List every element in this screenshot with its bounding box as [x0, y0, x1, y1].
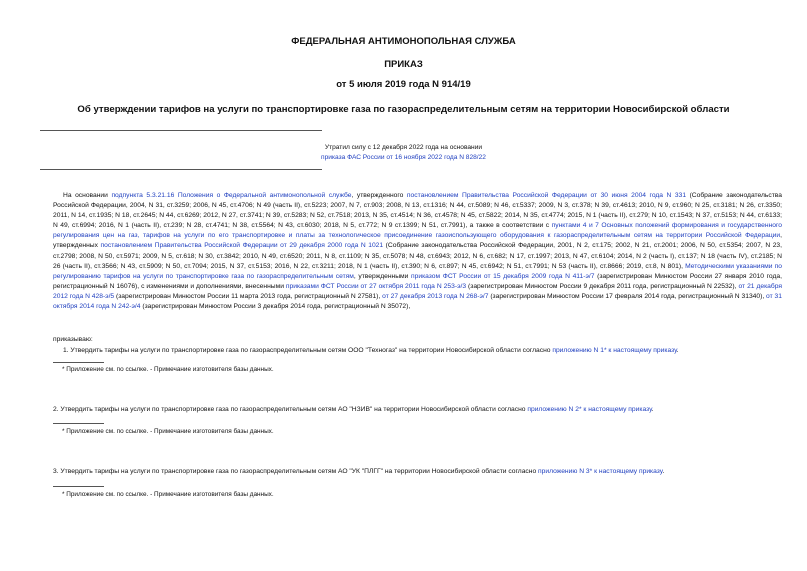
- divider-top: [40, 130, 322, 131]
- preamble-text: , утвержденными: [353, 272, 411, 280]
- footnote-2: * Приложение см. по ссылке. - Примечание изготовителя базы данных.: [62, 428, 274, 435]
- legal-reference-link[interactable]: приказом ФСТ России от 15 декабря 2009 года N 411-э/7: [411, 272, 595, 280]
- document-date-number: от 5 июля 2019 года N 914/19: [336, 79, 471, 90]
- document-title: Об утверждении тарифов на услуги по транспортировке газа по газораспределительным сетям на территории Новосибирской области: [77, 104, 730, 115]
- preamble-text: (Собрание законодательства Российской Федерации, 2004, N 31, ст.3259; 2006, N 45, ст.4706; N 49 (часть II), ст.5223; 2007, N 7, ст.903; 2008, N 13, ст.1316; N 44, ст.5089; N 46, ст.5337; 2009, N 3, ст.378; N 39, ст.4613; 2010, N 9, ст.960; N 25, ст.3181; N 26, ст.3350; 2011, N 14, ст.1935; N 18, ст.2645; N 44, ст.6269; 2012, N 27, ст.3741; N 39, ст.5283; N 52, ст.7518; 2013, N 35, ст.4514; N 36, ст.4578; N 45, ст.5822; 2014, N 35, ст.4774; 2015, N 1 (часть II), ст.279; N 10, ст.1543; N 37, ст.5153; N 44, ст.6133; N 49, ст.6994; 2016, N 1 (часть II), ст.239; N 28, ст.4741; N 38, ст.5564; N 43, ст.6030; 2018, N 5, ст.772; N 9 ст.1399; N 51, ст.7991), а также в соответствии с: [53, 192, 782, 230]
- validity-note: Утратил силу с 12 декабря 2022 года на основании: [324, 144, 483, 151]
- preamble-text: (зарегистрирован Минюстом России 11 марта 2013 года, регистрационный N 27581),: [114, 292, 383, 300]
- preamble-text: На основании: [63, 192, 112, 199]
- order-item-1: [63, 347, 679, 354]
- divider-bottom: [40, 169, 322, 170]
- agency-name: ФЕДЕРАЛЬНАЯ АНТИМОНОПОЛЬНАЯ СЛУЖБА: [291, 36, 516, 47]
- preamble-text: (зарегистрирован Минюстом России 17 февраля 2014 года, регистрационный N 31340),: [488, 292, 767, 300]
- footnote-rule-1: [53, 362, 104, 363]
- cancel-order-link[interactable]: приказа ФАС России от 16 ноября 2022 года N 828/22: [321, 154, 486, 161]
- order-word: приказываю:: [53, 336, 93, 343]
- order-item-end: .: [662, 468, 665, 475]
- preamble-text: , утвержденного: [351, 192, 407, 199]
- order-item-end: .: [651, 406, 654, 413]
- footnote-rule-3: [53, 486, 104, 487]
- order-item-3: [53, 468, 664, 475]
- preamble-paragraph: [53, 191, 782, 312]
- preamble-text: (Собрание законодательства Российской Федерации, 2001, N 2, ст.175; 2002, N 21, ст.2001; 2006, N 50, ст.5354; 2007, N 23, ст.2798; 2008, N 50, ст.5971; 2009, N 5, ст.618; N 30, ст.3842; 2010, N 49, ст.6520; 2011, N 8, ст.1109; N 35, ст.5078; N 48, ст.6943; 2012, N 6, ст.682; N 17, ст.1997; 2013, N 47, ст.6104; 2014, N 2 (часть I), ст.137; N 18 (часть IV), ст.2185; N 26 (часть II), ст.3566; N 43, ст.5909; N 50, ст.7094; 2015, N 37, ст.5153; 2016, N 22, ст.3211; 2018, N 1 (часть II), ст.390; N 6, ст.897; N 45, ст.6942; N 51, ст.7991; N 53 (часть II), ст.8666; 2019, ст.8, N 801),: [53, 242, 783, 270]
- preamble-text: (зарегистрирован Минюстом России 9 декабря 2011 года, регистрационный N 22532),: [466, 282, 739, 290]
- appendix-2-link[interactable]: приложению N 2* к настоящему приказу: [527, 406, 652, 413]
- legal-reference-link[interactable]: подпункта 5.3.21.16 Положения о Федеральной антимонопольной службе: [111, 192, 352, 199]
- order-item-end: .: [676, 347, 679, 354]
- footnote-rule-2: [53, 423, 104, 424]
- footnote-3: * Приложение см. по ссылке. - Примечание изготовителя базы данных.: [62, 491, 274, 498]
- order-item-text: 2. Утвердить тарифы на услуги по транспортировке газа по газораспределительным сетям АО "НЗИВ" на территории Новосибирской области согласно: [53, 406, 528, 413]
- legal-reference-link[interactable]: от 31 октября 2014 года N 242-э/4: [53, 292, 782, 311]
- appendix-3-link[interactable]: приложению N 3* к настоящему приказу: [538, 468, 663, 475]
- validity-link-line: [0, 154, 807, 161]
- order-item-text: 3. Утвердить тарифы на услуги по транспортировке газа по газораспределительным сетям АО "УК "ПЛГГ" на территории Новосибирской области согласно: [53, 468, 539, 475]
- preamble-text: , утвержденных: [53, 232, 782, 250]
- legal-reference-link[interactable]: от 27 декабря 2013 года N 268-э/7: [382, 292, 489, 300]
- footnote-1: * Приложение см. по ссылке. - Примечание изготовителя базы данных.: [62, 366, 274, 373]
- legal-reference-link[interactable]: Методическими указаниями по регулированию тарифов на услуги по транспортировке газа по газораспределительным сетям: [53, 262, 783, 280]
- order-item-2: [53, 406, 654, 413]
- legal-reference-link[interactable]: приказами ФСТ России от 27 октября 2011 года N 253-э/3: [285, 282, 467, 290]
- preamble-text: (зарегистрирован Минюстом России 27 января 2010 года, регистрационный N 16076), с изменениями и дополнениями, внесенными: [53, 272, 782, 290]
- legal-reference-link[interactable]: от 21 декабря 2012 года N 428-э/5: [53, 282, 782, 300]
- legal-reference-link[interactable]: постановлением Правительства Российской Федерации от 29 декабря 2000 года N 1021: [100, 242, 384, 250]
- preamble-text: (зарегистрирован Минюстом России 3 декабря 2014 года, регистрационный N 35072),: [140, 303, 411, 311]
- legal-reference-link[interactable]: постановлением Правительства Российской Федерации от 30 июня 2004 года N 331: [406, 192, 687, 199]
- legal-reference-link[interactable]: пунктами 4 и 7 Основных положений формирования и государственного регулирования цен на газ, тарифов на услуги по его транспортировке и платы за технологическое присоединение газоиспользующего оборудования к газораспределительным сетям на территории Российской Федерации: [53, 222, 782, 240]
- appendix-1-link[interactable]: приложению N 1* к настоящему приказу: [552, 347, 677, 354]
- order-item-text: 1. Утвердить тарифы на услуги по транспортировке газа по газораспределительным сетям ООО "Техногаз" на территории Новосибирской области согласно: [63, 347, 553, 354]
- document-type: ПРИКАЗ: [384, 59, 423, 70]
